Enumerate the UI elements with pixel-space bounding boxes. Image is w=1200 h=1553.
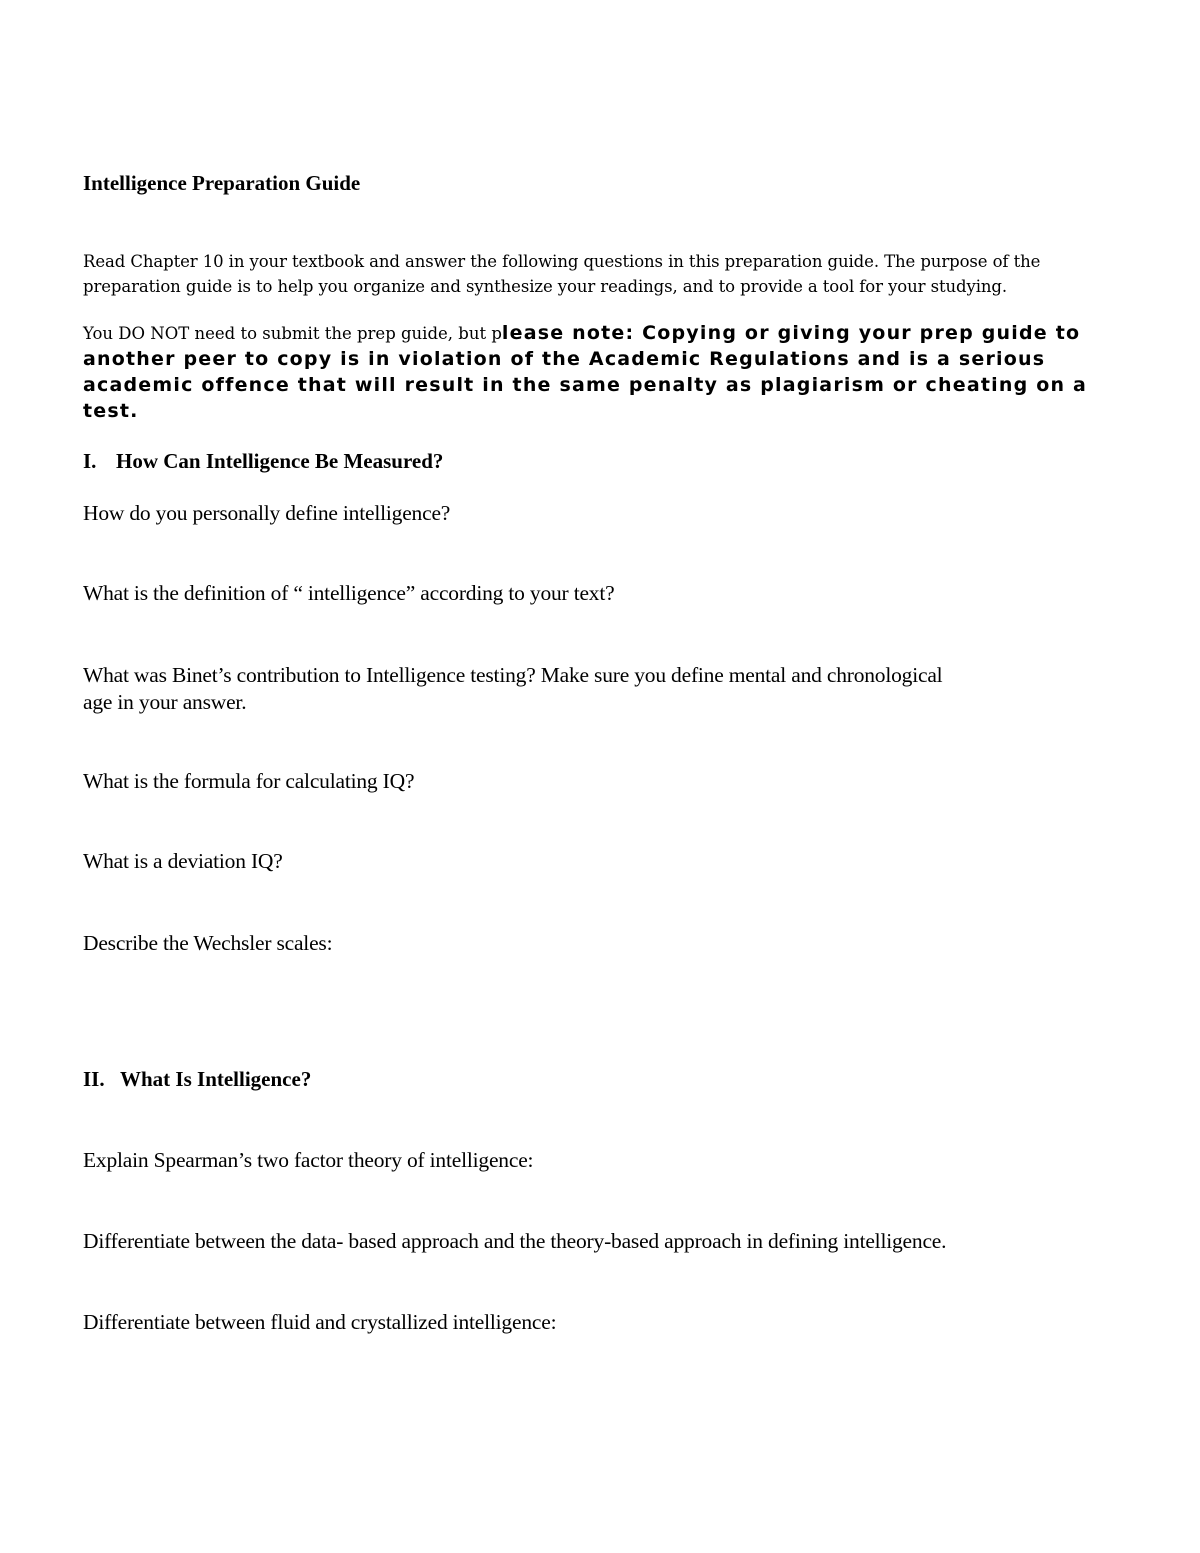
question-item: How do you personally define intelligence? <box>83 501 451 525</box>
section-2-number: II. <box>83 1067 105 1091</box>
question-item: What is the definition of “ intelligence” according to your text? <box>83 581 615 605</box>
question-item: What was Binet’s contribution to Intelligence testing? Make sure you define mental and chronological <box>83 663 943 687</box>
academic-integrity-note <box>83 321 1103 425</box>
section-1-heading <box>83 449 443 474</box>
question-item: Differentiate between fluid and crystallized intelligence: <box>83 1310 557 1334</box>
note-warning-text: lease note: Copying or giving your prep guide to another peer to copy is in violation of the Academic Regulations and is a serious academic offence that will result in the same penalty as plagiarism or cheating on a test. <box>83 322 1088 422</box>
section-2-heading <box>83 1067 311 1092</box>
question-item: Differentiate between the data- based approach and the theory-based approach in defining intelligence. <box>83 1229 947 1253</box>
question-item-continued: age in your answer. <box>83 690 247 714</box>
intro-paragraph: Read Chapter 10 in your textbook and answer the following questions in this preparation guide. The purpose of the preparation guide is to help you organize and synthesize your readings, and to provide a tool for your studying. <box>83 252 1041 296</box>
section-1-number: I. <box>83 449 97 473</box>
question-item: What is the formula for calculating IQ? <box>83 769 415 793</box>
question-item: Describe the Wechsler scales: <box>83 931 333 955</box>
document-title: Intelligence Preparation Guide <box>83 171 361 195</box>
question-item: Explain Spearman’s two factor theory of intelligence: <box>83 1148 534 1172</box>
section-2-title: What Is Intelligence? <box>120 1067 312 1091</box>
question-item: What is a deviation IQ? <box>83 849 283 873</box>
section-1-title: How Can Intelligence Be Measured? <box>116 449 444 473</box>
note-plain-text: You DO NOT need to submit the prep guide, but p <box>83 324 502 343</box>
